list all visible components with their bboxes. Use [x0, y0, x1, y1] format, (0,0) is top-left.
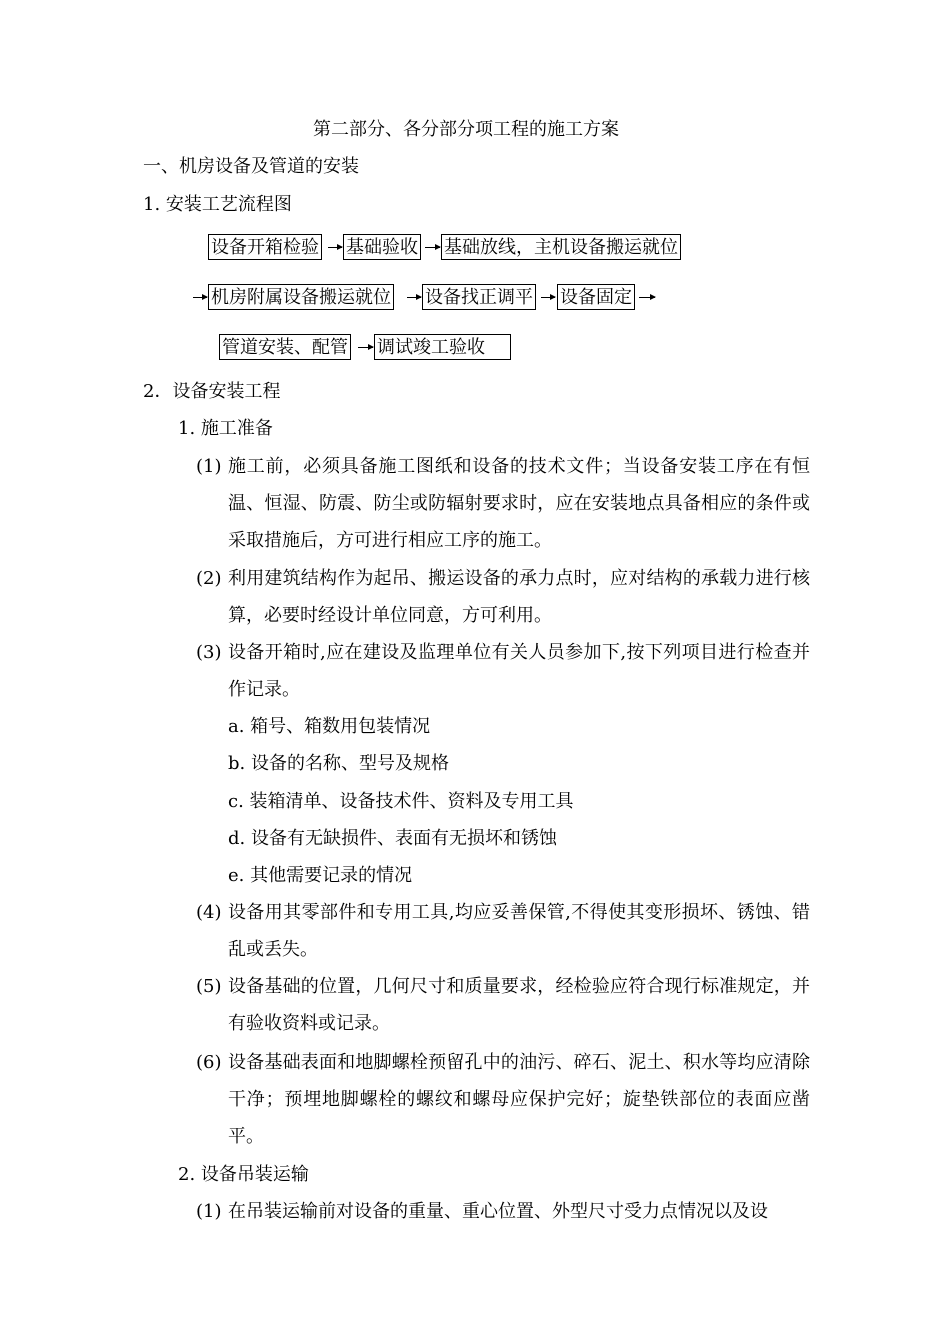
sub-item: a. 箱号、箱数用包装情况: [228, 716, 431, 737]
flow-arrow: [358, 347, 373, 348]
item-text: 施工前，必须具备施工图纸和设备的技术文件；当设备安装工序在有恒温、恒湿、防震、防尘或防辐射要求时，应在安装地点具备相应的条件或采取措施后，方可进行相应工序的施工。: [228, 456, 810, 551]
flow-arrow: [193, 297, 207, 298]
flow-box-auxiliary-equipment: 机房附属设备搬运就位: [208, 284, 394, 310]
item-number: (1): [196, 1201, 222, 1222]
flow-box-unpack-inspection: 设备开箱检验: [208, 234, 322, 260]
item-text: 设备基础的位置，几何尺寸和质量要求，经检验应符合现行标准规定，并有验收资料或记录。: [228, 976, 810, 1034]
flow-arrow: [541, 297, 555, 298]
item-number: (6): [196, 1052, 222, 1073]
flow-box-align-level: 设备找正调平: [422, 284, 536, 310]
item-text: 利用建筑结构作为起吊、搬运设备的承力点时，应对结构的承载力进行核算，必要时经设计单位同意，方可利用。: [228, 568, 810, 626]
part-heading-hoisting: 2. 设备吊装运输: [178, 1164, 309, 1185]
item-number: (5): [196, 976, 222, 997]
sub-item: e. 其他需要记录的情况: [228, 865, 413, 886]
flow-arrow: [639, 297, 655, 298]
sub-item: b. 设备的名称、型号及规格: [228, 753, 449, 774]
item-text: 设备用其零部件和专用工具,均应妥善保管,不得使其变形损坏、锈蚀、错乱或丢失。: [228, 902, 810, 960]
flow-arrow: [328, 247, 342, 248]
flow-box-fix-equipment: 设备固定: [557, 284, 635, 310]
flow-box-piping: 管道安装、配管: [219, 334, 351, 360]
sub-item: c. 装箱清单、设备技术件、资料及专用工具: [228, 791, 574, 812]
item-number: (1): [196, 456, 222, 477]
flow-box-layout-main-equipment: 基础放线，主机设备搬运就位: [441, 234, 681, 260]
item-number: (4): [196, 902, 222, 923]
page-title: 第二部分、各分部分项工程的施工方案: [313, 119, 619, 140]
flow-box-commissioning: 调试竣工验收: [374, 334, 511, 360]
item-number: (3): [196, 642, 222, 663]
item-text: 设备基础表面和地脚螺栓预留孔中的油污、碎石、泥土、积水等均应清除干净；预埋地脚螺栓的螺纹和螺母应保护完好；旋垫铁部位的表面应凿平。: [228, 1052, 810, 1147]
flow-box-foundation-acceptance: 基础验收: [343, 234, 421, 260]
subsection-heading-install: 2．设备安装工程: [143, 381, 281, 402]
flow-arrow: [407, 297, 421, 298]
sub-item: d. 设备有无缺损件、表面有无损坏和锈蚀: [228, 828, 557, 849]
section-heading: 一、机房设备及管道的安装: [143, 156, 359, 177]
item-number: (2): [196, 568, 222, 589]
flow-arrow: [425, 247, 440, 248]
subsection-heading-flow: 1. 安装工艺流程图: [143, 194, 292, 215]
part-heading-preparation: 1. 施工准备: [178, 418, 273, 439]
item-text: 设备开箱时,应在建设及监理单位有关人员参加下,按下列项目进行检查并作记录。: [228, 642, 810, 700]
item-text: 在吊装运输前对设备的重量、重心位置、外型尺寸受力点情况以及设: [228, 1201, 768, 1222]
